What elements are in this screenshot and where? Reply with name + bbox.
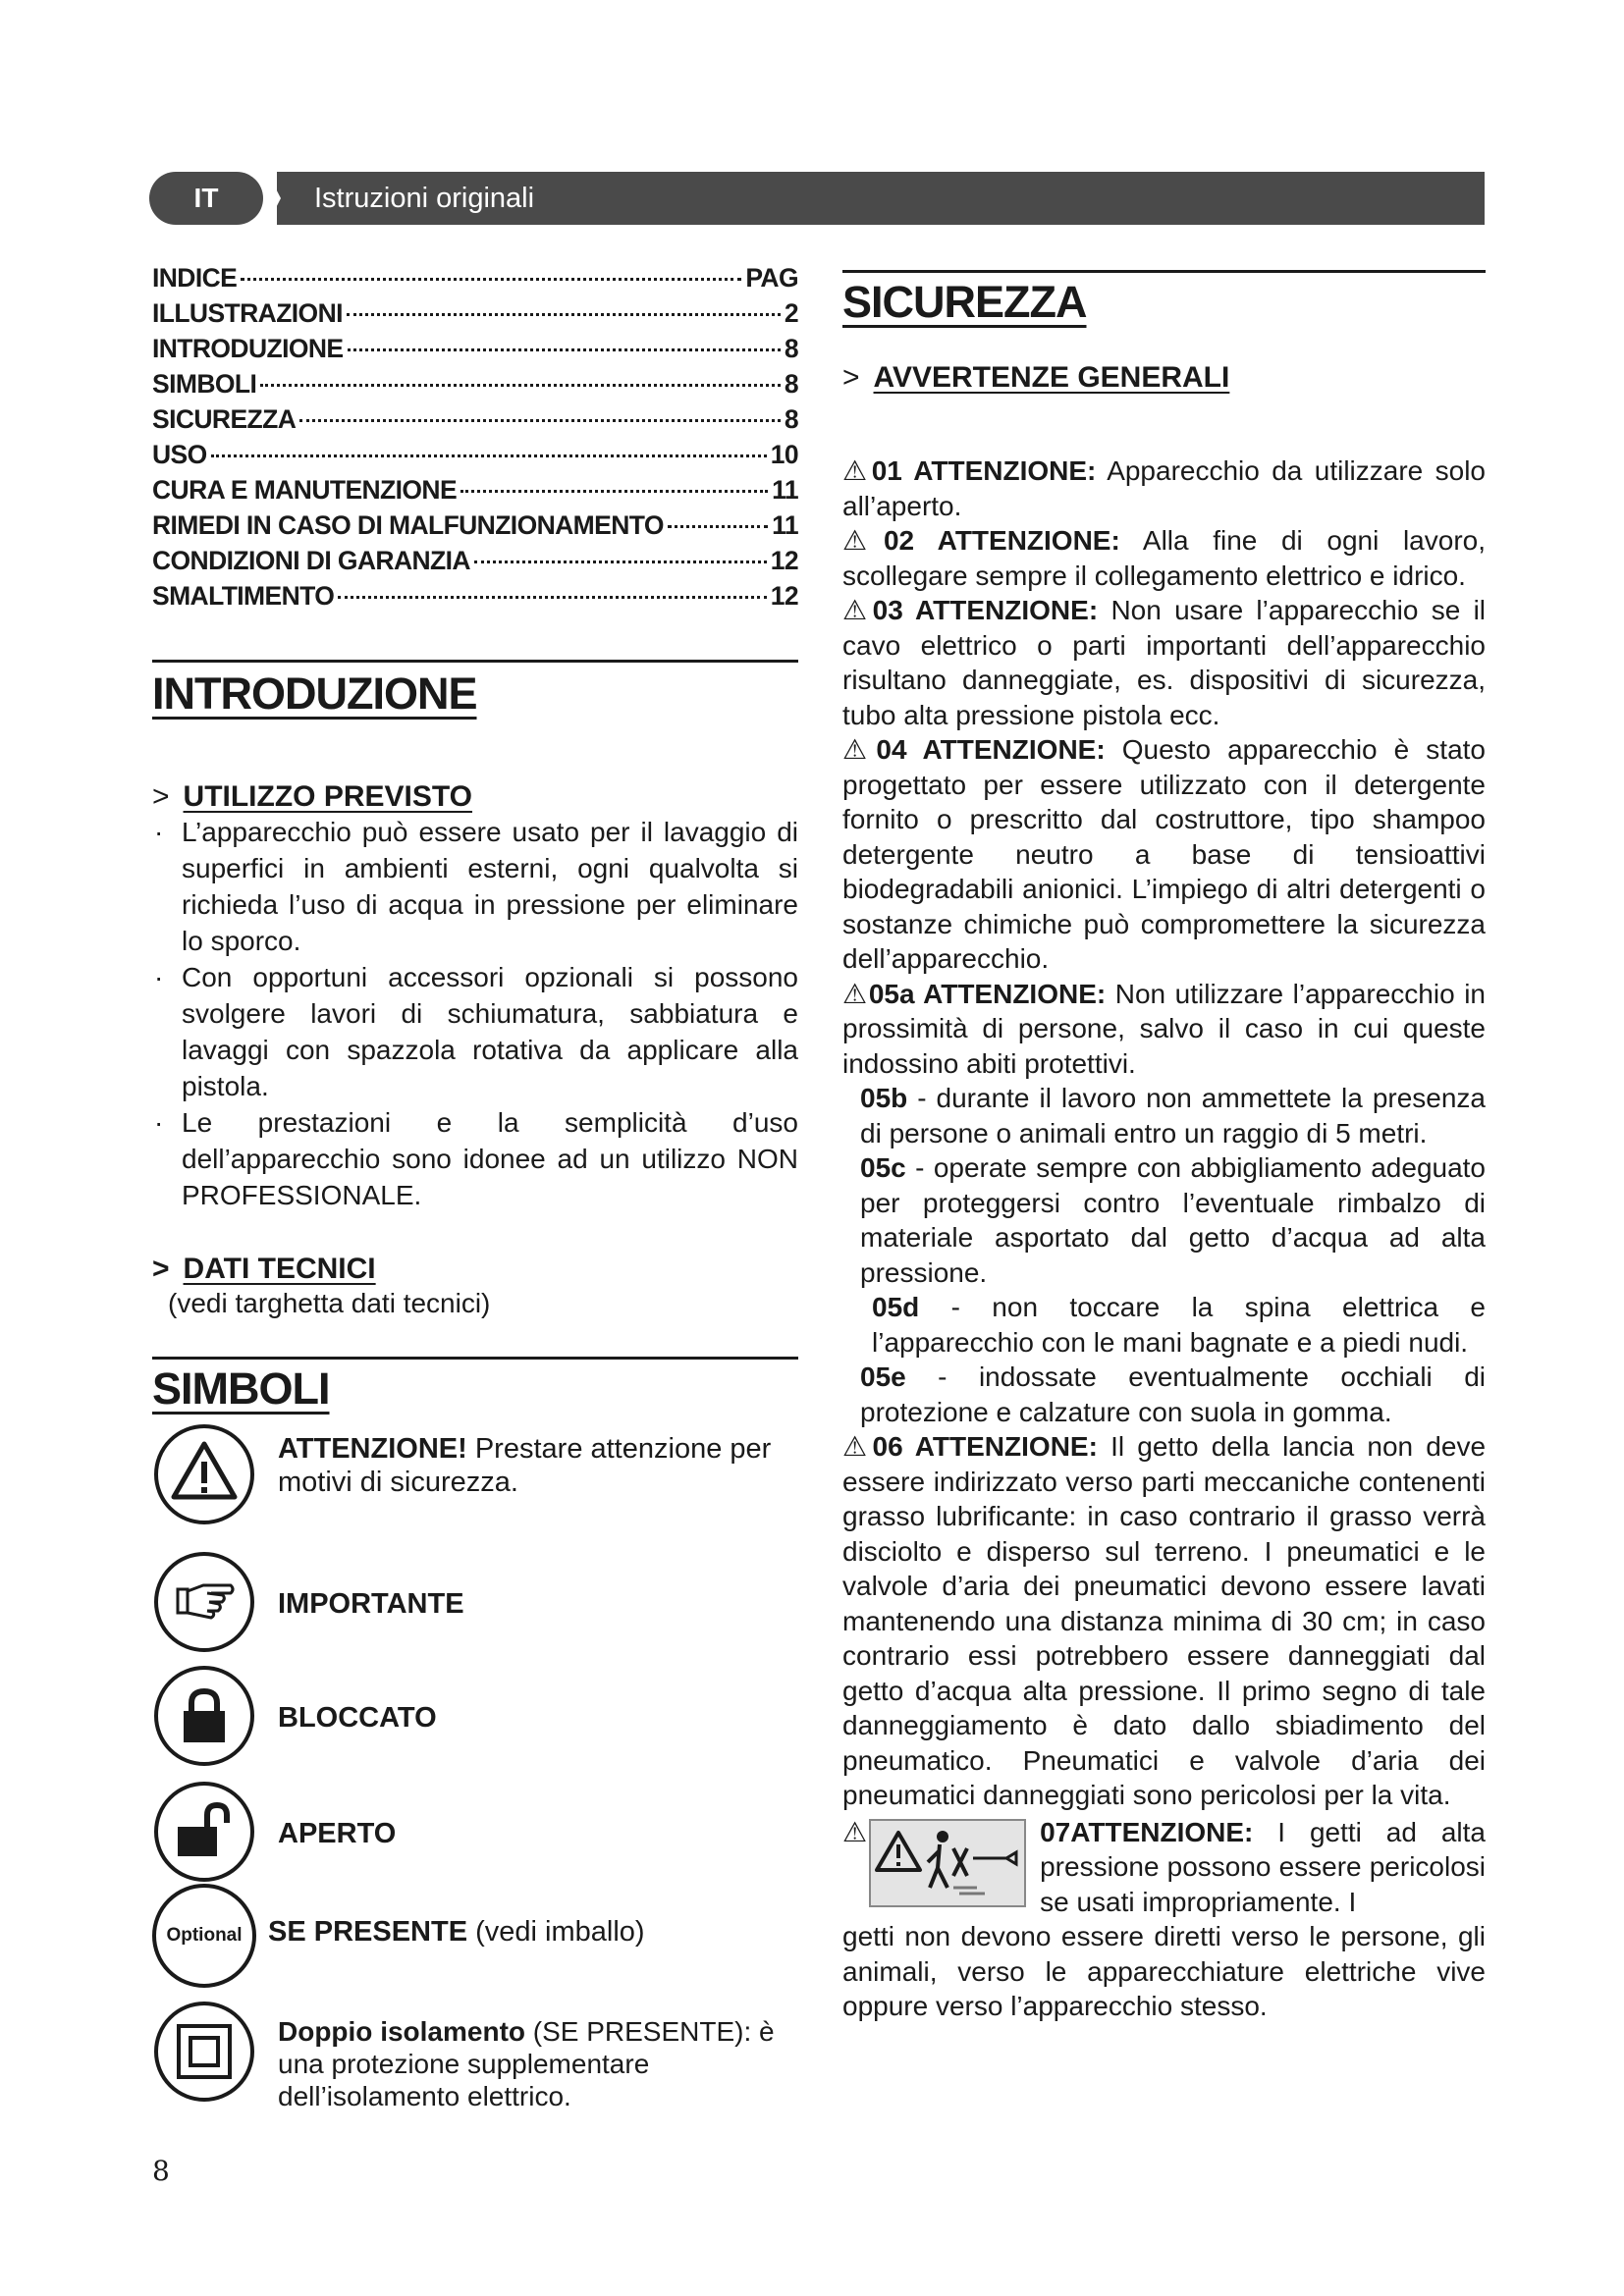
warning-text: Apparecchio da utilizzare solo all’aperto. xyxy=(842,455,1486,521)
warning-01 xyxy=(842,454,1486,523)
symbol-important xyxy=(152,1550,464,1654)
list-item: · L’apparecchio può essere usato per il lavaggio di superfici in ambienti esterni, ogni qualvolta si richieda l’uso di acqua in pressione per eliminare lo sporco. xyxy=(152,814,798,959)
tech-data-note: (vedi targhetta dati tecnici) xyxy=(168,1288,491,1318)
symbol-optional-desc: (vedi imballo) xyxy=(475,1916,645,1948)
warning-03 xyxy=(842,593,1486,732)
warning-icon xyxy=(152,1422,256,1526)
warning-text: Non usare l’apparecchio se il cavo elettrico o parti importanti dell’apparecchio risultano danneggiate, es. dispositivi di sicurezza, tubo alta pressione pistola ecc. xyxy=(842,595,1487,730)
header-title: Istruzioni originali xyxy=(314,183,535,214)
toc-label: INTRODUZIONE xyxy=(152,334,344,363)
symbol-attention-label: ATTENZIONE! xyxy=(278,1433,467,1465)
header-divider xyxy=(259,172,285,225)
list-item: · Le prestazioni e la semplicità d’uso dell’apparecchio sono idonee ad un utilizzo NON PROFESSIONALE. xyxy=(152,1104,798,1213)
symbol-optional xyxy=(152,1884,645,1988)
symbol-optional-label: SE PRESENTE xyxy=(268,1916,468,1948)
symbols-title: SIMBOLI xyxy=(152,1363,330,1414)
table-of-contents xyxy=(152,263,798,616)
general-warnings-title: AVVERTENZE GENERALI xyxy=(873,361,1230,394)
toc-leader xyxy=(668,525,768,528)
toc-label: SMALTIMENTO xyxy=(152,581,335,611)
right-column xyxy=(842,270,1486,2024)
symbol-open xyxy=(152,1780,396,1884)
symbol-locked xyxy=(152,1664,437,1768)
toc-row xyxy=(152,298,798,334)
toc-page: 12 xyxy=(770,546,798,575)
toc-leader xyxy=(348,348,781,351)
warning-text: Questo apparecchio è stato progettato per essere utilizzato con il detergente fornito o prescritto dal costruttore, tipo shampoo detergente neutro a base di tensioattivi biodegradabili anionici. L’impiego di altri detergenti o sostanze chimiche può compromettere la sicurezza dell’apparecchio. xyxy=(842,734,1486,974)
toc-label: SIMBOLI xyxy=(152,369,257,399)
warning-07 xyxy=(842,1815,1486,2024)
warning-05c xyxy=(842,1150,1486,1290)
optional-icon: Optional xyxy=(152,1884,256,1988)
warning-text: I getti ad alta pressione possono essere pericolosi se usati impropriamente. I xyxy=(1040,1816,1486,1917)
warning-code: 03 ATTENZIONE: xyxy=(872,595,1099,625)
toc-leader xyxy=(347,313,781,316)
divider xyxy=(152,1357,798,1360)
double-insulation-icon xyxy=(152,2000,256,2104)
warning-06 xyxy=(842,1429,1486,1813)
symbol-attention-text xyxy=(278,1422,788,1499)
symbol-double-insulation-text xyxy=(278,2000,798,2112)
toc-leader xyxy=(299,419,781,422)
toc-row xyxy=(152,263,798,298)
warning-07-text-b: getti non devono essere diretti verso le persone, gli animali, verso le apparecchiature elettriche vive oppure verso l’apparecchio stesso. xyxy=(842,1921,1486,2021)
warning-text: - operate sempre con abbigliamento adeguato per proteggersi contro l’eventuale rimbalzo di materiale asportato dal getto d’acqua ad alta pressione. xyxy=(860,1152,1487,1288)
page-number: 8 xyxy=(152,2155,170,2187)
divider xyxy=(152,660,798,663)
general-warnings-heading xyxy=(842,361,1486,395)
lock-open-icon xyxy=(152,1780,256,1884)
lock-closed-icon xyxy=(152,1664,256,1768)
warning-triangle-icon: ⚠ xyxy=(842,525,884,556)
toc-row xyxy=(152,475,798,510)
toc-label: RIMEDI IN CASO DI MALFUNZIONAMENTO xyxy=(152,510,664,540)
warning-code: 05b xyxy=(860,1083,908,1113)
warning-triangle-icon: ⚠ xyxy=(842,978,869,1009)
symbol-locked-label: BLOCCATO xyxy=(278,1702,437,1734)
list-item: · Con opportuni accessori opzionali si possono svolgere lavori di schiumatura, sabbiatura e lavaggi con spazzola rotativa da applicare alla pistola. xyxy=(152,959,798,1104)
toc-leader xyxy=(241,278,741,281)
warning-text: - durante il lavoro non ammettete la presenza di persone o animali entro un raggio di 5 metri. xyxy=(860,1083,1487,1148)
warning-code: 05a ATTENZIONE: xyxy=(868,978,1107,1009)
warning-text: - indossate eventualmente occhiali di protezione e calzature con suola in gomma. xyxy=(860,1362,1487,1427)
divider xyxy=(842,270,1486,273)
symbol-double-insulation-label: Doppio isolamento xyxy=(278,2016,525,2047)
toc-label: INDICE xyxy=(152,263,238,293)
symbols-list xyxy=(152,1415,798,2111)
warning-07-pictogram xyxy=(842,1815,1026,1907)
warning-05a xyxy=(842,977,1486,1082)
toc-label: ILLUSTRAZIONI xyxy=(152,298,343,328)
toc-label: CONDIZIONI DI GARANZIA xyxy=(152,546,470,575)
warning-text: - non toccare la spina elettrica e l’apparecchio con le mani bagnate e a piedi nudi. xyxy=(872,1292,1487,1358)
toc-label: SICUREZZA xyxy=(152,404,297,434)
toc-leader xyxy=(260,384,781,387)
toc-row xyxy=(152,581,798,616)
warning-triangle-icon: ⚠ xyxy=(842,734,877,765)
warning-code: 07ATTENZIONE: xyxy=(1040,1816,1254,1847)
warning-triangle-icon: ⚠ xyxy=(842,455,872,486)
spray-hazard-icon xyxy=(869,1819,1026,1907)
symbol-double-insulation xyxy=(152,2000,798,2112)
toc-page: 8 xyxy=(784,404,798,434)
symbol-attention xyxy=(152,1422,788,1526)
heading-prefix: > xyxy=(152,1253,170,1285)
warning-code: 01 ATTENZIONE: xyxy=(871,455,1097,486)
toc-page: PAG xyxy=(745,263,798,293)
toc-leader xyxy=(460,490,768,493)
symbol-optional-text xyxy=(268,1884,645,1949)
symbol-open-label: APERTO xyxy=(278,1818,397,1849)
intended-use-heading xyxy=(152,780,798,814)
pointing-hand-icon xyxy=(152,1550,256,1654)
toc-row xyxy=(152,334,798,369)
toc-page: 8 xyxy=(784,369,798,399)
toc-page: 10 xyxy=(770,440,798,469)
warning-triangle-icon: ⚠ xyxy=(842,1816,868,1847)
toc-leader xyxy=(474,561,767,563)
heading-prefix: > xyxy=(152,780,170,813)
safety-title: SICUREZZA xyxy=(842,277,1087,327)
symbol-double-insulation-desc: è una protezione supplementare dell’isolamento elettrico. xyxy=(278,2016,775,2111)
symbol-attention-desc: Prestare attenzione per motivi di sicurezza. xyxy=(278,1433,772,1498)
toc-page: 12 xyxy=(770,581,798,611)
warning-code: 05d xyxy=(872,1292,920,1322)
warning-text: Non utilizzare l’apparecchio in prossimità di persone, salvo il caso in cui queste indossino abiti protettivi. xyxy=(842,978,1486,1079)
symbol-double-insulation-note: (SE PRESENTE): xyxy=(532,2016,752,2047)
warning-text: Alla fine di ogni lavoro, scollegare sempre il collegamento elettrico e idrico. xyxy=(842,525,1486,591)
toc-row xyxy=(152,546,798,581)
toc-page: 2 xyxy=(784,298,798,328)
toc-leader xyxy=(211,454,767,457)
toc-row xyxy=(152,369,798,404)
warning-text: Il getto della lancia non deve essere indirizzato verso parti meccaniche contenenti grasso lubrificante: in caso contrario il grasso verrà disciolto e disperso sul terreno. I pneumatici e le valvole d’aria dei pneumatici devono essere lavati mantenendo una distanza minima di 30 cm; in caso contrario essi potrebbero essere danneggiati dal getto d’acqua alta pressione. Il primo segno di tale danneggiamento è dato dallo sbiadimento del pneumatico. Pneumatici e valvole d’aria dei pneumatici danneggiati sono pericolosi per la vita. xyxy=(842,1431,1487,1810)
intro-title: INTRODUZIONE xyxy=(152,668,477,719)
page-header xyxy=(149,172,1485,225)
toc-page: 11 xyxy=(772,510,798,540)
intended-use-title: UTILIZZO PREVISTO xyxy=(183,780,472,813)
symbol-important-label: IMPORTANTE xyxy=(278,1588,464,1620)
warning-code: 06 ATTENZIONE: xyxy=(872,1431,1098,1462)
warning-code: 02 ATTENZIONE: xyxy=(883,525,1120,556)
warning-triangle-icon: ⚠ xyxy=(842,595,873,625)
toc-label: USO xyxy=(152,440,207,469)
toc-page: 11 xyxy=(772,475,798,505)
warning-05d xyxy=(842,1290,1486,1360)
warning-code: 04 ATTENZIONE: xyxy=(876,734,1106,765)
warning-05e xyxy=(842,1360,1486,1429)
warning-code: 05e xyxy=(860,1362,906,1392)
intended-use-list xyxy=(152,814,798,1213)
warning-code: 05c xyxy=(860,1152,906,1183)
toc-row xyxy=(152,404,798,440)
toc-label: CURA E MANUTENZIONE xyxy=(152,475,458,505)
toc-page: 8 xyxy=(784,334,798,363)
tech-data-title: DATI TECNICI xyxy=(183,1253,376,1285)
warning-02 xyxy=(842,523,1486,593)
heading-prefix: > xyxy=(842,361,860,394)
warning-04 xyxy=(842,732,1486,977)
language-badge: IT xyxy=(149,172,263,225)
warning-triangle-icon: ⚠ xyxy=(842,1431,873,1462)
toc-row xyxy=(152,440,798,475)
left-column xyxy=(152,263,798,2111)
toc-row xyxy=(152,510,798,546)
toc-leader xyxy=(338,596,766,599)
warning-05b xyxy=(842,1081,1486,1150)
tech-data-heading xyxy=(152,1253,798,1286)
